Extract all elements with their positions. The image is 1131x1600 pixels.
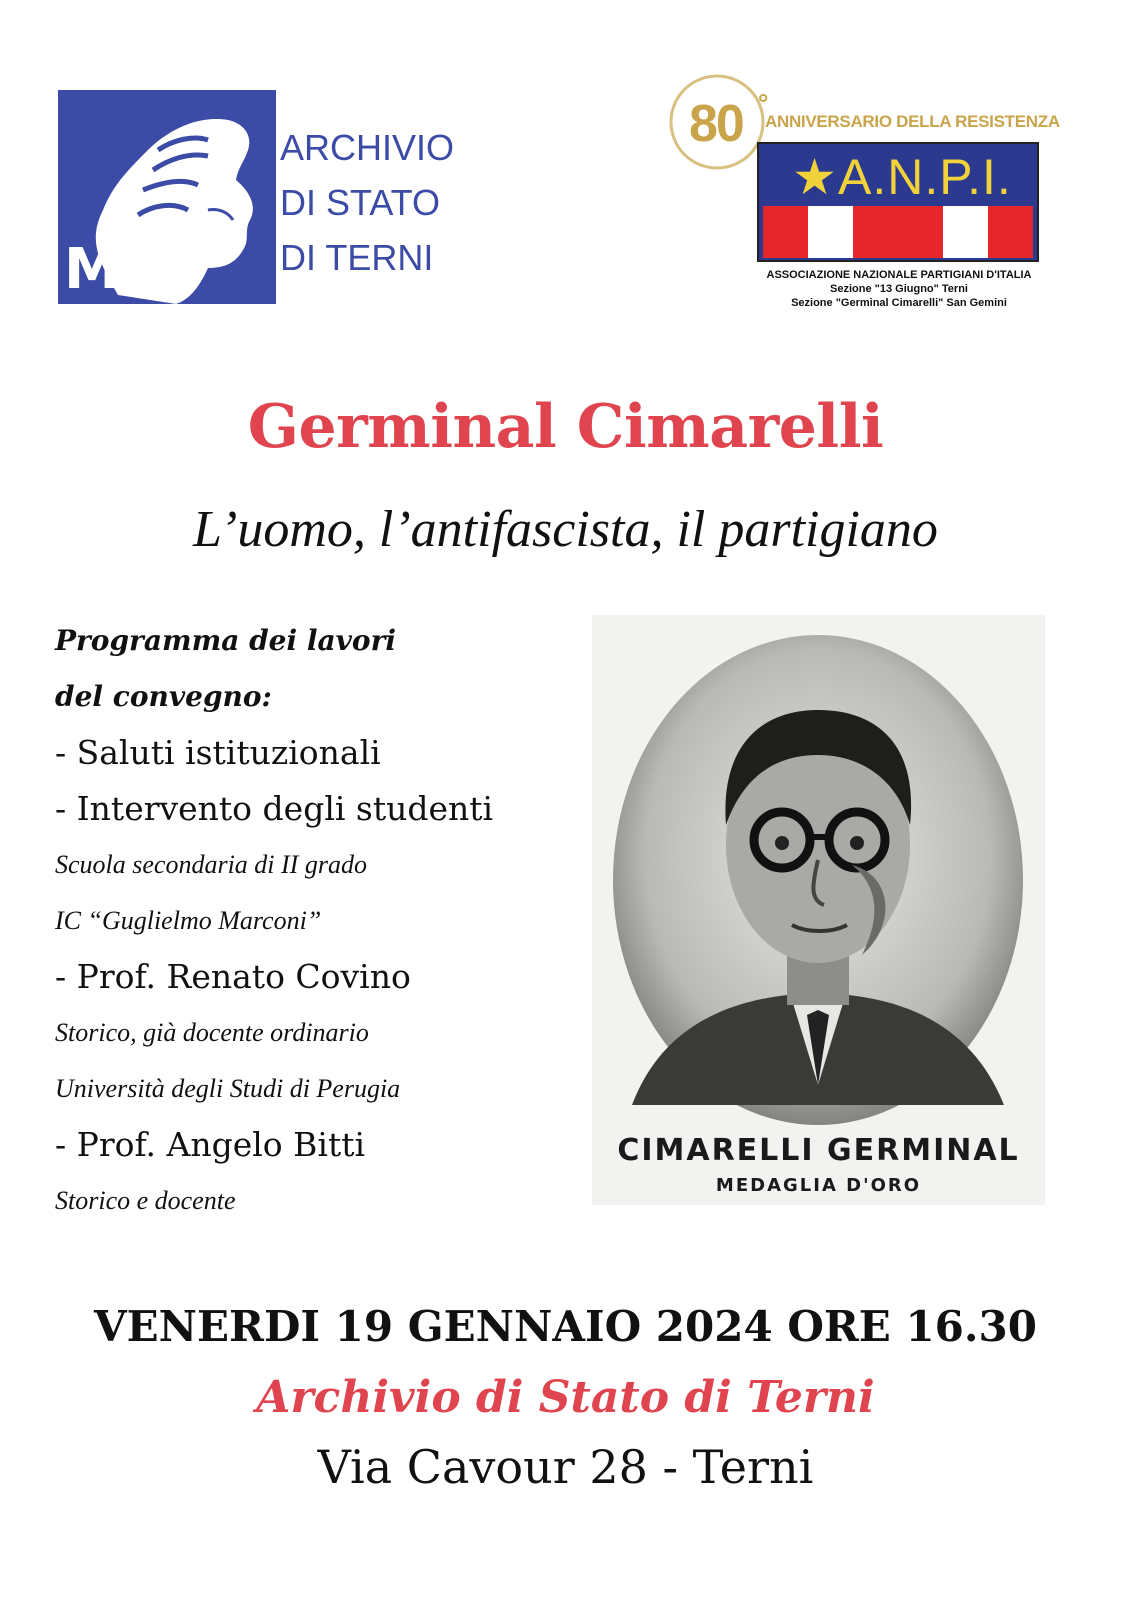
section-san-gemini: Sezione "Germinal Cimarelli" San Gemini [791,297,1007,309]
anpi-banner [757,142,1039,262]
program-item-detail: Università degli Studi di Perugia [55,1074,401,1103]
anpi-logo [667,62,1071,322]
archive-name-line: DI TERNI [280,237,434,278]
flag-stripe [898,206,943,258]
anpi-title: ★A.N.P.I. [792,149,1012,205]
program-heading: del convegno: [55,680,272,713]
association-name: ASSOCIAZIONE NAZIONALE PARTIGIANI D'ITALIA [766,269,1032,281]
anniversary-number: 80 [689,95,743,153]
flag-stripe [763,206,808,258]
event-venue: Archivio di Stato di Terni [256,1372,875,1423]
flag-stripe [808,206,853,258]
program-item: - Intervento degli studenti [55,789,494,828]
program-item-detail: Storico e docente [55,1186,236,1215]
photo-caption-medal: MEDAGLIA D'ORO [715,1175,922,1196]
photo-caption-name: CIMARELLI GERMINAL [617,1133,1020,1168]
archive-name-line: ARCHIVIO [280,127,455,168]
flag-stripe [943,206,988,258]
portrait-photo [592,615,1045,1205]
archive-name-line: DI STATO [280,182,441,223]
flag-stripe [853,206,898,258]
program-list [55,620,575,1236]
mic-brand-text: MiC [64,237,178,302]
flag-stripe [988,206,1033,258]
mic-logo [58,90,276,304]
section-terni: Sezione "13 Giugno" Terni [830,283,968,295]
program-heading: Programma dei lavori [55,624,396,657]
italian-flag-stripes [763,206,1033,258]
anpi-association [749,268,1049,310]
page-title: Germinal Cimarelli [247,392,884,462]
page-subtitle: L’uomo, l’antifascista, il partigiano [193,501,938,558]
program-item-detail: Scuola secondaria di II grado [55,850,367,879]
portrait-illustration [592,615,1045,1205]
anniversary-label: ANNIVERSARIO DELLA RESISTENZA [765,112,1060,131]
program-item: - Prof. Renato Covino [55,957,411,996]
event-address: Via Cavour 28 - Terni [317,1440,814,1494]
program-item-detail: IC “Guglielmo Marconi” [55,906,322,935]
archive-name [280,120,454,285]
anniversary-degree: ° [758,88,769,118]
program-item-detail: Storico, già docente ordinario [55,1018,369,1047]
event-date-time: VENERDI 19 GENNAIO 2024 ORE 16.30 [94,1302,1037,1351]
program-item: - Prof. Angelo Bitti [55,1125,366,1164]
program-item: - Saluti istituzionali [55,733,381,772]
